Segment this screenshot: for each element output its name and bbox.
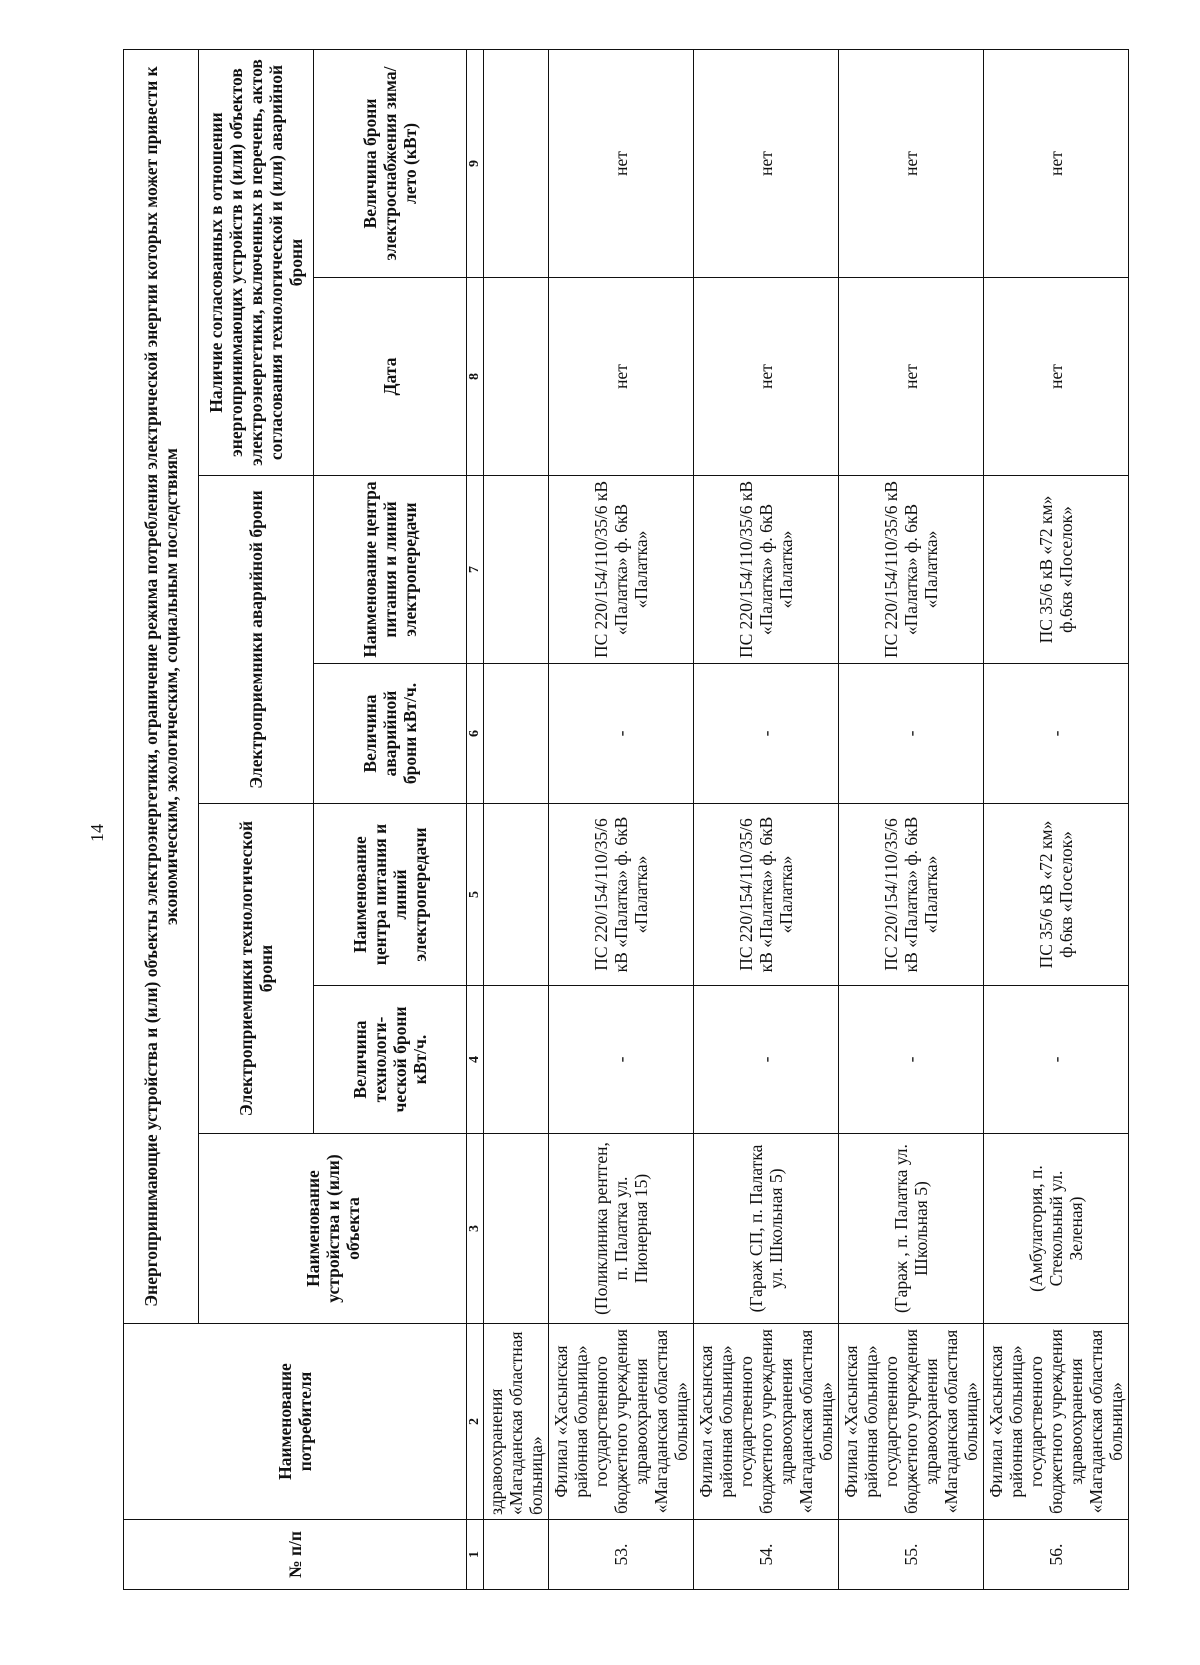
cell-tech-center: ПС 35/6 кВ «72 км» ф.6кв «Поселок» (984, 804, 1129, 986)
table-row (984, 50, 1129, 1590)
cell-date: нет (839, 278, 984, 476)
col-number: 7 (467, 476, 484, 664)
cell-supply: нет (839, 50, 984, 278)
cell-device: (Поликлиника рентген, п. Палатка ул. Пионерная 15) (549, 1134, 694, 1324)
cell-tech-center: ПС 220/154/110/35/6 кВ «Палатка» ф. 6кВ «Палатка» (694, 804, 839, 986)
cell-tech-value: - (839, 986, 984, 1134)
col-number: 8 (467, 278, 484, 476)
cell-emergency-center: ПС 35/6 кВ «72 км» ф.6кв «Поселок» (984, 476, 1129, 664)
cell-consumer: Филиал «Хасынская районная больница» государственного бюджетного учреждения здравоохранения «Магаданская областная больница» (694, 1324, 839, 1520)
cell-consumer: Филиал «Хасынская районная больница» государственного бюджетного учреждения здравоохранения «Магаданская областная больница» (839, 1324, 984, 1520)
header-tech-group: Электроприемники технологической брони (199, 804, 314, 1134)
cell-num: 56. (984, 1520, 1129, 1590)
cell-empty (484, 986, 549, 1134)
col-number: 3 (467, 1134, 484, 1324)
cell-tech-value: - (694, 986, 839, 1134)
cell-empty (484, 278, 549, 476)
header-emergency-group: Электроприемники аварийной брони (199, 476, 314, 804)
col-number: 1 (467, 1520, 484, 1590)
cell-num: 53. (549, 1520, 694, 1590)
cell-date: нет (694, 278, 839, 476)
header-row-1 (124, 50, 199, 1590)
cell-emergency-value: - (984, 664, 1129, 804)
cell-empty (484, 1134, 549, 1324)
continuation-row (484, 50, 549, 1590)
cell-empty (484, 664, 549, 804)
cell-continuation: здравоохранения «Магаданская областная больница» (484, 1324, 549, 1520)
rotated-table-container (123, 50, 1185, 1590)
col-number: 2 (467, 1324, 484, 1520)
cell-consumer: Филиал «Хасынская районная больница» государственного бюджетного учреждения здравоохранения «Магаданская областная больница» (984, 1324, 1129, 1520)
cell-device: (Гараж СП, п. Палатка ул. Школьная 5) (694, 1134, 839, 1324)
header-num: № п/п (124, 1520, 467, 1590)
cell-tech-center: ПС 220/154/110/35/6 кВ «Палатка» ф. 6кВ «Палатка» (839, 804, 984, 986)
col-number: 9 (467, 50, 484, 278)
cell-emergency-value: - (694, 664, 839, 804)
header-date: Дата (314, 278, 467, 476)
header-main-group: Энергопринимающие устройства и (или) объекты электроэнергетики, ограничение режима потребления электрической энергии которых может привести к экономическим, экологическим, социальным последствиям (124, 50, 199, 1324)
header-device: Наименование устройства и (или) объекта (199, 1134, 467, 1324)
cell-tech-value: - (549, 986, 694, 1134)
cell-emergency-center: ПС 220/154/110/35/6 кВ «Палатка» ф. 6кВ «Палатка» (694, 476, 839, 664)
cell-device: (Гараж , п. Палатка ул. Школьная 5) (839, 1134, 984, 1324)
cell-consumer: Филиал «Хасынская районная больница» государственного бюджетного учреждения здравоохранения «Магаданская областная больница» (549, 1324, 694, 1520)
cell-supply: нет (694, 50, 839, 278)
cell-empty (484, 50, 549, 278)
cell-supply: нет (549, 50, 694, 278)
col-number: 4 (467, 986, 484, 1134)
cell-tech-center: ПС 220/154/110/35/6 кВ «Палатка» ф. 6кВ «Палатка» (549, 804, 694, 986)
cell-tech-value: - (984, 986, 1129, 1134)
header-tech-center: Наименование центра питания и линий электропередачи (314, 804, 467, 986)
cell-emergency-value: - (549, 664, 694, 804)
cell-emergency-center: ПС 220/154/110/35/6 кВ «Палатка» ф. 6кВ «Палатка» (839, 476, 984, 664)
col-number: 6 (467, 664, 484, 804)
header-emergency-center: Наименование центра питания и линий электропередачи (314, 476, 467, 664)
table-row (694, 50, 839, 1590)
col-number: 5 (467, 804, 484, 986)
cell-num: 54. (694, 1520, 839, 1590)
cell-supply: нет (984, 50, 1129, 278)
cell-emergency-center: ПС 220/154/110/35/6 кВ «Палатка» ф. 6кВ «Палатка» (549, 476, 694, 664)
table-row (549, 50, 694, 1590)
header-agreement-group: Наличие согласованных в отношении энергопринимающих устройств и (или) объектов электроэнергетики, включенных в перечень, актов согласования технологической и (или) аварийной брони (199, 50, 314, 476)
header-consumer: Наименование потребителя (124, 1324, 467, 1520)
page-number: 14 (87, 824, 107, 842)
cell-empty (484, 1520, 549, 1590)
cell-device: (Амбулатория, п. Стекольный ул. Зеленая) (984, 1134, 1129, 1324)
cell-num: 55. (839, 1520, 984, 1590)
column-number-row (467, 50, 484, 1590)
table-row (839, 50, 984, 1590)
header-tech-value: Величина технологи-ческой брони кВт/ч. (314, 986, 467, 1134)
header-emergency-value: Величина аварийной брони кВт/ч. (314, 664, 467, 804)
cell-date: нет (549, 278, 694, 476)
cell-empty (484, 804, 549, 986)
cell-emergency-value: - (839, 664, 984, 804)
cell-empty (484, 476, 549, 664)
energy-reserve-table (123, 49, 1129, 1590)
header-supply: Величина брони электроснабжения зима/лето (кВт) (314, 50, 467, 278)
cell-date: нет (984, 278, 1129, 476)
